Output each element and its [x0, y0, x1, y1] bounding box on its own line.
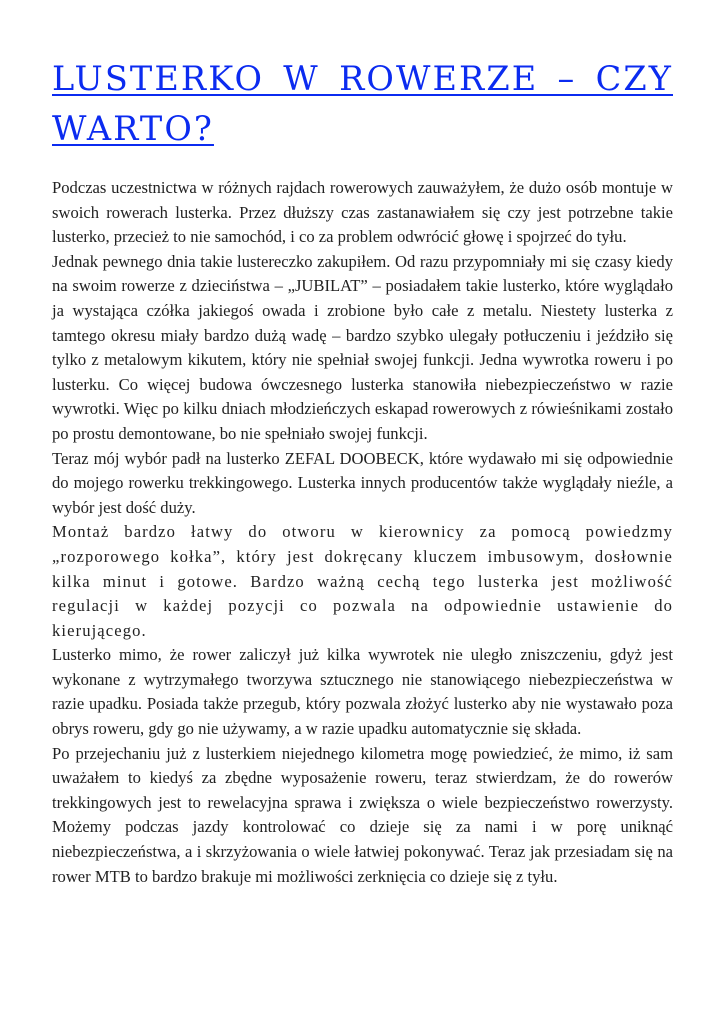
paragraph-4: Montaż bardzo łatwy do otworu w kierownicy za pomocą powiedzmy „rozporowego kołka”, który jest dokręcany kluczem imbusowym, dosłownie kilka minut i gotowe. Bardzo ważną cechą tego lusterka jest możliwość regulacji w każdej pozycji co pozwala na odpowiednie ustawienie do kierującego. — [52, 522, 673, 640]
paragraph-3: Teraz mój wybór padł na lusterko ZEFAL DOOBECK, które wydawało mi się odpowiednie do mojego rowerku trekkingowego. Lusterka innych producentów także wyglądały nieźle, a wybór jest dość duży. — [52, 448, 673, 517]
article-title — [52, 54, 673, 154]
article — [52, 54, 673, 889]
paragraph-1: Podczas uczestnictwa w różnych rajdach rowerowych zauważyłem, że dużo osób montuje w swoich rowerach lusterka. Przez dłuższy czas zastanawiałem się czy jest potrzebne takie lusterko, przecież to nie samochód, i co za problem odwrócić głowę i spojrzeć do tyłu. — [52, 178, 673, 247]
article-body — [52, 176, 673, 889]
paragraph-2: Jednak pewnego dnia takie lustereczko zakupiłem. Od razu przypomniały mi się czasy kiedy na swoim rowerze z dzieciństwa – „JUBILAT” – posiadałem takie lusterko, które wyglądało ja wystająca czółka jakiegoś owada i zrobione było całe z metalu. Niestety lusterka z tamtego okresu miały bardzo dużą wadę – bardzo szybko ulegały potłuczeniu i jeździło się tylko z metalowym kikutem, który nie spełniał swojej funkcji. Jedna wywrotka roweru i po lusterku. Co więcej budowa ówczesnego lusterka stanowiła niebezpieczeństwo w razie wywrotki. Więc po kilku dniach młodzieńczych eskapad rowerowych z rówieśnikami zostało po prostu demontowane, bo nie spełniało swojej funkcji. — [52, 251, 673, 443]
paragraph-6: Po przejechaniu już z lusterkiem niejednego kilometra mogę powiedzieć, że mimo, iż sam uważałem to kiedyś za zbędne wyposażenie roweru, teraz stwierdzam, że do rowerów trekkingowych jest to rewelacyjna sprawa i zwiększa o wiele bezpieczeństwo rowerzysty. Możemy podczas jazdy kontrolować co dzieje się za nami i w porę uniknąć niebezpieczeństwa, a i skrzyżowania o wiele łatwiej pokonywać. Teraz jak przesiadam się na rower MTB to bardzo brakuje mi możliwości zerknięcia co dzieje się z tyłu. — [52, 743, 673, 886]
article-title-link[interactable]: LUSTERKO W ROWERZE – CZY WARTO? — [52, 59, 673, 148]
paragraph-5: Lusterko mimo, że rower zaliczył już kilka wywrotek nie uległo zniszczeniu, gdyż jest wykonane z wytrzymałego tworzywa sztucznego nie stanowiącego niebezpieczeństwa w razie upadku. Posiada także przegub, który pozwala złożyć lusterko aby nie wystawało poza obrys roweru, gdy go nie używamy, a w razie upadku automatycznie się składa. — [52, 645, 673, 739]
